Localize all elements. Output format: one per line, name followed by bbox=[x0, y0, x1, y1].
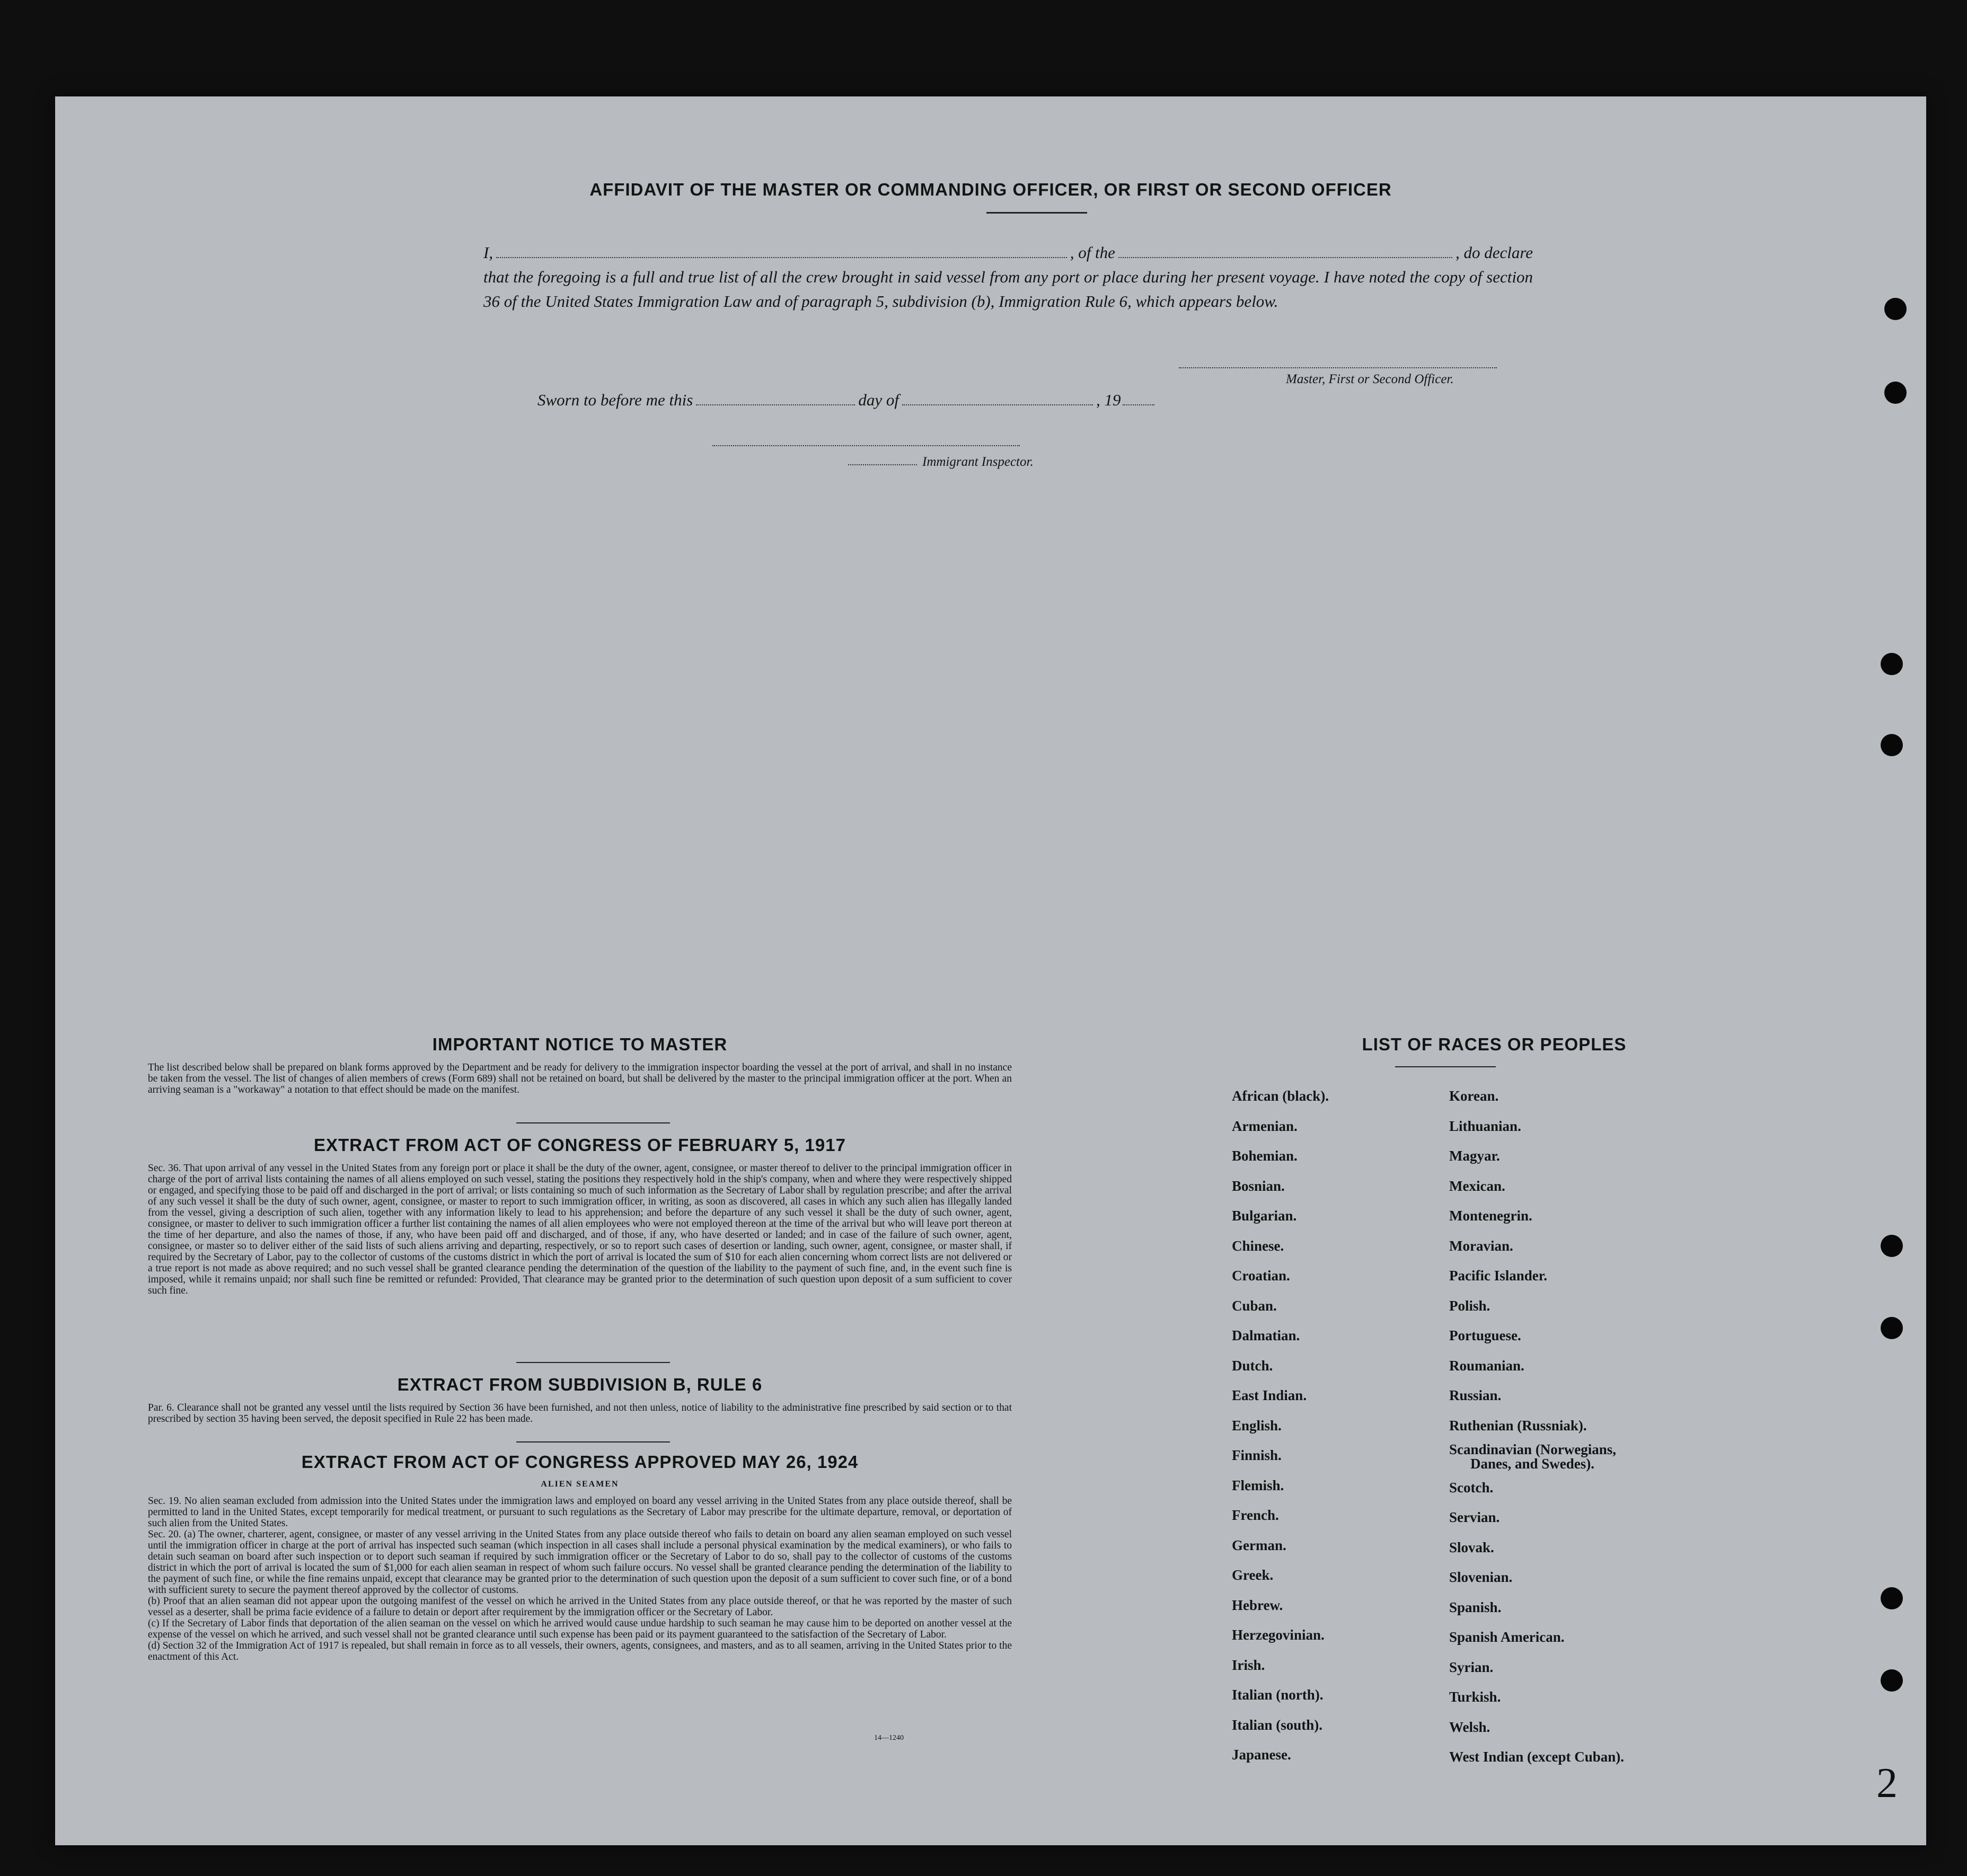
form-code: 14—1240 bbox=[874, 1734, 904, 1742]
punch-hole bbox=[1881, 1669, 1903, 1692]
race-item: Korean. bbox=[1449, 1088, 1499, 1104]
races-rule bbox=[1395, 1066, 1496, 1067]
race-item: Italian (north). bbox=[1232, 1687, 1324, 1703]
extract-1917-body: Sec. 36. That upon arrival of any vessel in the United States from any foreign port or place it shall be the duty of the owner, agent, consignee, or master thereof to deliver to the principal immigration officer in charge of the port of arrival lists containing the names of all aliens employed on such vessel, stating the positions they respectively hold in the ship's company, when and where they were respectively shipped or engaged, and specifying those to be paid off and discharged in the port of arrival; or lists containing so much of such information as the Secretary of Labor shall by regulation prescribe; and after the arrival of any such vessel it shall be the duty of such owner, agent, consignee, or master to report to such immigration officer, in writing, as soon as discovered, all cases in which any such alien has illegally landed from the vessel, giving a description of such alien, together with any information likely to lead to his apprehension; and before the departure of any such vessel it shall be the duty of such owner, agent, consignee, or master to deliver to such immigration officer a further list containing the names of all alien employees who were not employed thereon at the time of the arrival but who will leave port thereon at the time of her departure, and also the names of those, if any, who have been paid off and discharged, and of those, if any, who have deserted or landed; and in case of the failure of such owner, agent, consignee, or master so to deliver either of the said lists of such aliens arriving and departing, respectively, or so to report such cases of desertion or landing, such owner, agent, consignee, or master shall, if required by the Secretary of Labor, pay to the collector of customs of the customs district in which the port of arrival is located the sum of $10 for each alien concerning whom correct lists are not delivered or a true report is not made as above required; and no such vessel shall be granted clearance pending the determination of the question of the liability to the payment of such fine, and, in the event such fine is imposed, while it remains unpaid; nor shall such fine be remitted or refunded: Provided, That clearance may be granted prior to the determination of such question upon deposit of a sum sufficient to cover such fine. bbox=[148, 1163, 1012, 1296]
notice-title: IMPORTANT NOTICE TO MASTER bbox=[432, 1034, 728, 1054]
inspector-label: Immigrant Inspector. bbox=[922, 455, 1034, 469]
race-item: Montenegrin. bbox=[1449, 1208, 1532, 1224]
master-label: Master, First or Second Officer. bbox=[1286, 372, 1454, 386]
extract-1917-rule bbox=[516, 1362, 670, 1363]
race-item: Bosnian. bbox=[1232, 1178, 1285, 1194]
title-rule bbox=[986, 212, 1087, 214]
punch-hole bbox=[1881, 1317, 1903, 1339]
notice-rule bbox=[516, 1122, 670, 1123]
race-item: German. bbox=[1232, 1537, 1286, 1553]
sworn-year-field[interactable] bbox=[1123, 394, 1154, 405]
race-item: Lithuanian. bbox=[1449, 1118, 1521, 1134]
race-item: Syrian. bbox=[1449, 1659, 1494, 1675]
race-item: Irish. bbox=[1232, 1657, 1265, 1673]
page-number: 2 bbox=[1876, 1760, 1898, 1807]
race-item: Croatian. bbox=[1232, 1268, 1290, 1284]
race-item: Hebrew. bbox=[1232, 1597, 1283, 1613]
sworn-month-field[interactable] bbox=[902, 394, 1093, 405]
race-item: African (black). bbox=[1232, 1088, 1329, 1104]
race-item: Japanese. bbox=[1232, 1747, 1291, 1763]
race-item: Dutch. bbox=[1232, 1357, 1273, 1374]
race-item: Greek. bbox=[1232, 1567, 1274, 1583]
race-item: Pacific Islander. bbox=[1449, 1268, 1547, 1284]
inspector-signature-line[interactable] bbox=[712, 445, 1020, 446]
race-item: Dalmatian. bbox=[1232, 1328, 1300, 1343]
affidavit-statement: that the foregoing is a full and true list of all the crew brought in said vessel from any port or place during her present voyage. I have noted the copy of section 36 of the United States Immigration Law and of paragraph 5, subdivision (b), Immigration Rule 6, which appears below. bbox=[483, 268, 1533, 311]
extract-1924-title: EXTRACT FROM ACT OF CONGRESS APPROVED MAY 26, 1924 bbox=[301, 1452, 859, 1472]
affidavit-title: AFFIDAVIT OF THE MASTER OR COMMANDING OFFICER, OR FIRST OR SECOND OFFICER bbox=[589, 180, 1392, 199]
race-item: Russian. bbox=[1449, 1387, 1502, 1403]
sworn-line bbox=[537, 391, 1154, 410]
race-item: Cuban. bbox=[1232, 1297, 1277, 1314]
sec-19: Sec. 19. No alien seaman excluded from admission into the United States under the immigration laws and employed on board any vessel arriving in the United States from any place outside thereof, shall be permitted to land in the United States, except temporarily for medical treatment, or pursuant to such regulations as the Secretary of Labor may prescribe for the ultimate departure, removal, or deportation of such alien from the United States. bbox=[148, 1496, 1012, 1529]
race-item: Slovenian. bbox=[1449, 1569, 1513, 1585]
race-item: Bohemian. bbox=[1232, 1148, 1298, 1164]
extract-rule6-rule bbox=[516, 1441, 670, 1443]
race-item: Moravian. bbox=[1449, 1237, 1513, 1254]
sec-20d: (d) Section 32 of the Immigration Act of 1917 is repealed, but shall remain in force as to all vessels, their owners, agents, consignees, and masters, and as to all seamen, arriving in the United States prior to the enactment of this Act. bbox=[148, 1640, 1012, 1662]
affidavit-of-the: , of the bbox=[1070, 243, 1115, 262]
sworn-text: Sworn to before me this bbox=[537, 391, 693, 409]
punch-hole bbox=[1881, 1235, 1903, 1257]
notice-body: The list described below shall be prepared on blank forms approved by the Department and be ready for delivery to the immigration inspector boarding the vessel at the port of arrival, and shall in no instance be taken from the vessel. The list of changes of alien members of crews (Form 689) shall not be retained on board, but shall be delivered by the master to the principal immigration officer at the port. When an arriving seaman is a "workaway" a notation to that effect should be made on the manifest. bbox=[148, 1062, 1012, 1095]
race-item: Herzegovinian. bbox=[1232, 1627, 1325, 1643]
name-field[interactable] bbox=[496, 246, 1067, 258]
race-item: Polish. bbox=[1449, 1297, 1490, 1314]
affidavit-do-declare: , do declare bbox=[1455, 243, 1533, 262]
race-item: Turkish. bbox=[1449, 1689, 1501, 1705]
year-text: , 19 bbox=[1096, 391, 1121, 409]
race-item: Spanish American. bbox=[1449, 1629, 1565, 1645]
punch-hole bbox=[1881, 734, 1903, 756]
inspector-lead-line bbox=[848, 464, 917, 465]
document-page bbox=[55, 96, 1926, 1845]
race-item: Welsh. bbox=[1449, 1719, 1490, 1735]
day-of-text: day of bbox=[858, 391, 899, 409]
sec-20a: Sec. 20. (a) The owner, charterer, agent, consignee, or master of any vessel arriving in the United States from any place outside thereof who fails to detain on board any alien seaman employed on such vessel until the immigration officer in charge at the port of arrival has inspected such seaman (which inspection in all cases shall include a personal physical examination by the medical examiners), or who fails to detain such seaman on board after such inspection or to deport such seaman if required by such immigration officer or the Secretary of Labor to do so, shall pay to the collector of customs of the customs district in which the port of arrival is located the sum of $1,000 for each alien seaman in respect of whom such failure occurs. No vessel shall be granted clearance pending the determination of the liability to the payment of such fine, or while the fine remains unpaid, except that clearance may be granted prior to the determination of such question upon the deposit of a sum sufficient to cover such fine, or of a bond with sufficient surety to secure the payment thereof approved by the collector of customs. bbox=[148, 1529, 1012, 1596]
race-item: Chinese. bbox=[1232, 1237, 1284, 1254]
affidavit-i: I, bbox=[483, 243, 493, 262]
race-item: Ruthenian (Russniak). bbox=[1449, 1417, 1587, 1433]
extract-rule6-body: Par. 6. Clearance shall not be granted any vessel until the lists required by Section 36 have been furnished, and not then unless, notice of liability to the administrative fine prescribed by said section or to that prescribed by section 35 having been served, the deposit specified in Rule 22 has been made. bbox=[148, 1402, 1012, 1424]
master-signature-line[interactable] bbox=[1179, 367, 1497, 368]
extract-1917-title: EXTRACT FROM ACT OF CONGRESS OF FEBRUARY 5, 1917 bbox=[314, 1135, 846, 1155]
race-item: Scotch. bbox=[1449, 1479, 1494, 1496]
race-item: Finnish. bbox=[1232, 1447, 1282, 1463]
alien-seamen-subtitle: ALIEN SEAMEN bbox=[541, 1480, 619, 1489]
race-item: Armenian. bbox=[1232, 1118, 1298, 1134]
extract-rule6-title: EXTRACT FROM SUBDIVISION B, RULE 6 bbox=[397, 1375, 763, 1394]
punch-hole bbox=[1884, 298, 1907, 320]
punch-hole bbox=[1884, 382, 1907, 404]
punch-hole bbox=[1881, 1587, 1903, 1609]
race-item: Italian (south). bbox=[1232, 1716, 1323, 1733]
sworn-day-field[interactable] bbox=[696, 394, 855, 405]
race-item: Servian. bbox=[1449, 1509, 1500, 1525]
races-left-column bbox=[1232, 1081, 1329, 1770]
race-item: Slovak. bbox=[1449, 1539, 1494, 1555]
race-item: Bulgarian. bbox=[1232, 1208, 1297, 1224]
race-item: French. bbox=[1232, 1507, 1279, 1523]
race-item: Magyar. bbox=[1449, 1148, 1500, 1164]
races-title: LIST OF RACES OR PEOPLES bbox=[1362, 1034, 1627, 1054]
race-item: Flemish. bbox=[1232, 1477, 1284, 1493]
vessel-field[interactable] bbox=[1118, 246, 1452, 258]
race-item: Scandinavian (Norwegians, Danes, and Swedes). bbox=[1449, 1441, 1617, 1472]
race-item: Portuguese. bbox=[1449, 1328, 1521, 1343]
sec-20b: (b) Proof that an alien seaman did not appear upon the outgoing manifest of the vessel on which he arrived in the United States from any place outside thereof, or that he was reported by the master of such vessel as a deserter, shall be prima facie evidence of a failure to detain or deport after requirement by the immigration officer or the Secretary of Labor. bbox=[148, 1596, 1012, 1618]
race-item: Roumanian. bbox=[1449, 1357, 1524, 1374]
race-item: East Indian. bbox=[1232, 1387, 1307, 1403]
races-right-column bbox=[1449, 1081, 1624, 1772]
sec-20c: (c) If the Secretary of Labor finds that deportation of the alien seaman on the vessel on which he arrived would cause undue hardship to such seaman he may cause him to be deported on another vessel at the expense of the vessel on which he arrived, and such vessel shall not be granted clearance until such expense has been paid or its payment guaranteed to the satisfaction of the Secretary of Labor. bbox=[148, 1618, 1012, 1640]
race-item: English. bbox=[1232, 1417, 1282, 1433]
race-item: West Indian (except Cuban). bbox=[1449, 1749, 1625, 1765]
race-item: Spanish. bbox=[1449, 1599, 1502, 1615]
affidavit-body bbox=[483, 241, 1533, 314]
race-item: Mexican. bbox=[1449, 1178, 1505, 1194]
punch-hole bbox=[1881, 653, 1903, 675]
extract-1924-body bbox=[148, 1496, 1012, 1662]
